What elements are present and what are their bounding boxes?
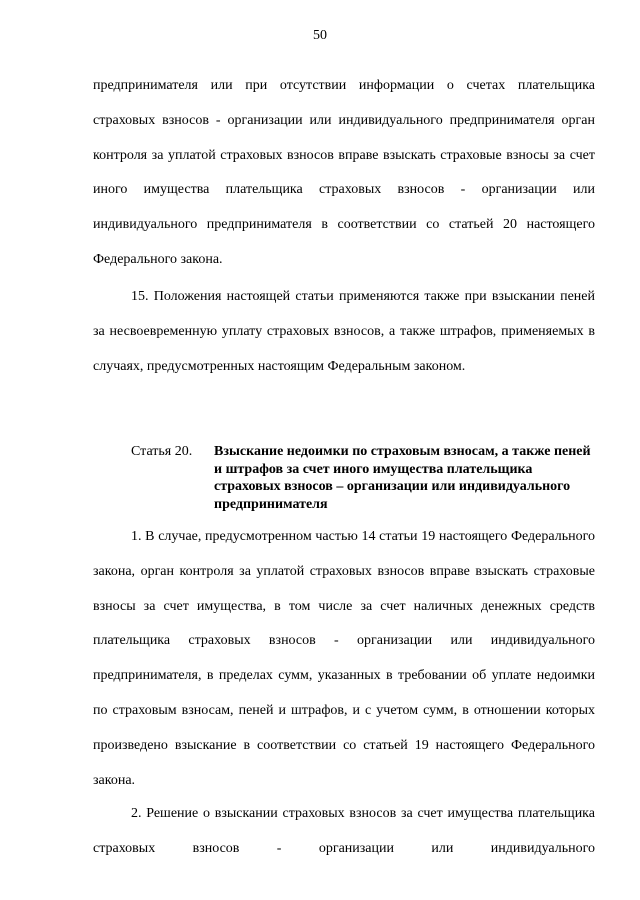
paragraph-item-1: 1. В случае, предусмотренном частью 14 статьи 19 настоящего Федерального закона, орган контроля за уплатой страховых взносов вправе взыскать страховые взносы за счет имущества, в том числе за счет наличных денежных средств плательщика страховых взносов - организации или индивидуального предпринимателя, в пределах сумм, указанных в требовании об уплате недоимки по страховым взносам, пеней и штрафов, и с учетом сумм, в отношении которых произведено взыскание в соответствии со статьей 19 настоящего Федерального закона. (93, 529, 595, 788)
paragraph-continuation: предпринимателя или при отсутствии информации о счетах плательщика страховых взносов - организации или индивидуального предпринимателя орган контроля за уплатой страховых взносов вправе взыскать страховые взносы за счет иного имущества плательщика страховых взносов - организации или индивидуального предпринимателя в соответствии со статьей 20 настоящего Федерального закона. (93, 78, 595, 267)
article-title: Взыскание недоимки по страховым взносам, а также пеней и штрафов за счет иного имущества плательщика страховых взносов – организации или индивидуального предпринимателя (214, 444, 591, 512)
paragraph-item-15: 15. Положения настоящей статьи применяются также при взыскании пеней за несвоевременную уплату страховых взносов, а также штрафов, применяемых в случаях, предусмотренных настоящим Федеральным законом. (93, 289, 595, 374)
article-label: Статья 20. (131, 444, 193, 459)
page-number: 50 (313, 28, 327, 43)
paragraph-item-2: 2. Решение о взыскании страховых взносов за счет имущества плательщика страховых взносов - организации или индивидуального (93, 806, 595, 856)
